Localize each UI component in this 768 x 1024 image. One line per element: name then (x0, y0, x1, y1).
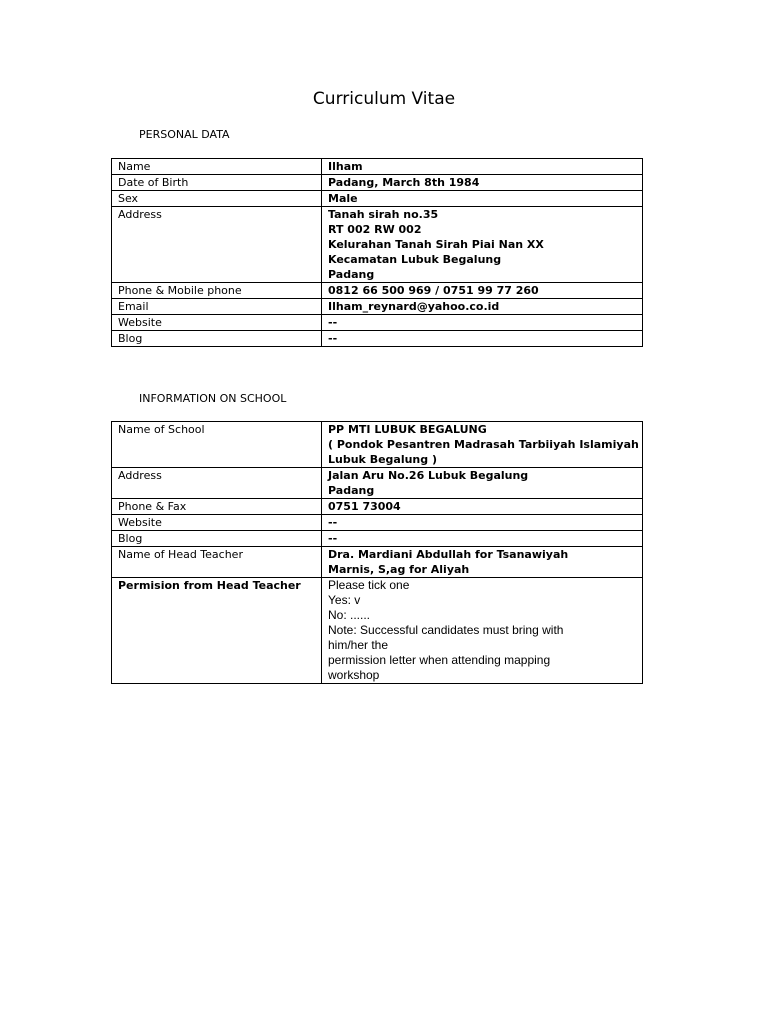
row-label: Name (112, 159, 322, 175)
value-line: Note: Successful candidates must bring with (328, 623, 564, 637)
row-value (322, 578, 643, 684)
school-info-row (112, 531, 643, 547)
row-value (322, 299, 643, 315)
value-line: Marnis, S,ag for Aliyah (328, 563, 470, 576)
personal-data-row (112, 283, 643, 299)
row-label: Permision from Head Teacher (112, 578, 322, 684)
row-label: Name of Head Teacher (112, 547, 322, 578)
section-heading-school: INFORMATION ON SCHOOL (139, 392, 287, 405)
row-label: Phone & Mobile phone (112, 283, 322, 299)
school-info-table (111, 421, 643, 684)
value-line: -- (328, 532, 338, 545)
value-line: Yes: v (328, 593, 361, 607)
section-heading-personal: PERSONAL DATA (139, 128, 230, 141)
row-value (322, 191, 643, 207)
value-line: No: ...... (328, 608, 371, 622)
row-value (322, 175, 643, 191)
row-label: Phone & Fax (112, 499, 322, 515)
value-line: Kecamatan Lubuk Begalung (328, 253, 502, 266)
value-line: Lubuk Begalung ) (328, 453, 437, 466)
value-line: workshop (328, 668, 380, 682)
personal-data-table (111, 158, 643, 347)
school-info-row (112, 468, 643, 499)
row-label: Website (112, 315, 322, 331)
personal-data-row (112, 191, 643, 207)
row-value (322, 315, 643, 331)
value-line: 0751 73004 (328, 500, 401, 513)
page-title: Curriculum Vitae (312, 89, 456, 109)
row-label: Sex (112, 191, 322, 207)
value-line: Padang (328, 484, 375, 497)
value-line: Please tick one (328, 578, 410, 592)
value-line: Padang, March 8th 1984 (328, 176, 480, 189)
value-line: Jalan Aru No.26 Lubuk Begalung (328, 469, 529, 482)
row-value (322, 207, 643, 283)
value-line: Ilham (328, 160, 363, 173)
school-info-row (112, 578, 643, 684)
value-line: -- (328, 332, 338, 345)
value-line: Dra. Mardiani Abdullah for Tsanawiyah (328, 548, 569, 561)
personal-data-row (112, 331, 643, 347)
row-label: Address (112, 207, 322, 283)
personal-data-row (112, 207, 643, 283)
row-value (322, 331, 643, 347)
school-info-row (112, 547, 643, 578)
row-value (322, 468, 643, 499)
value-line: PP MTI LUBUK BEGALUNG (328, 423, 487, 436)
personal-data-row (112, 315, 643, 331)
value-line: Tanah sirah no.35 (328, 208, 439, 221)
value-line: Padang (328, 268, 375, 281)
row-label: Email (112, 299, 322, 315)
row-value (322, 283, 643, 299)
personal-data-row (112, 159, 643, 175)
value-line: -- (328, 516, 338, 529)
row-value (322, 499, 643, 515)
row-label: Blog (112, 331, 322, 347)
value-line: Kelurahan Tanah Sirah Piai Nan XX (328, 238, 544, 251)
personal-data-rows (112, 159, 643, 347)
row-label: Name of School (112, 422, 322, 468)
row-value (322, 515, 643, 531)
value-line: ( Pondok Pesantren Madrasah Tarbiiyah Islamiyah (328, 438, 639, 451)
value-line: Ilham_reynard@yahoo.co.id (328, 300, 500, 313)
row-value (322, 159, 643, 175)
value-line: him/her the (328, 638, 389, 652)
row-label: Address (112, 468, 322, 499)
row-value (322, 422, 643, 468)
school-info-row (112, 422, 643, 468)
row-label: Website (112, 515, 322, 531)
personal-data-row (112, 299, 643, 315)
row-label: Date of Birth (112, 175, 322, 191)
row-value (322, 531, 643, 547)
value-line: 0812 66 500 969 / 0751 99 77 260 (328, 284, 539, 297)
school-info-row (112, 515, 643, 531)
school-info-row (112, 499, 643, 515)
value-line: -- (328, 316, 338, 329)
value-line: RT 002 RW 002 (328, 223, 422, 236)
row-value (322, 547, 643, 578)
value-line: Male (328, 192, 358, 205)
value-line: permission letter when attending mapping (328, 653, 551, 667)
school-info-rows (112, 422, 643, 684)
row-label: Blog (112, 531, 322, 547)
personal-data-row (112, 175, 643, 191)
